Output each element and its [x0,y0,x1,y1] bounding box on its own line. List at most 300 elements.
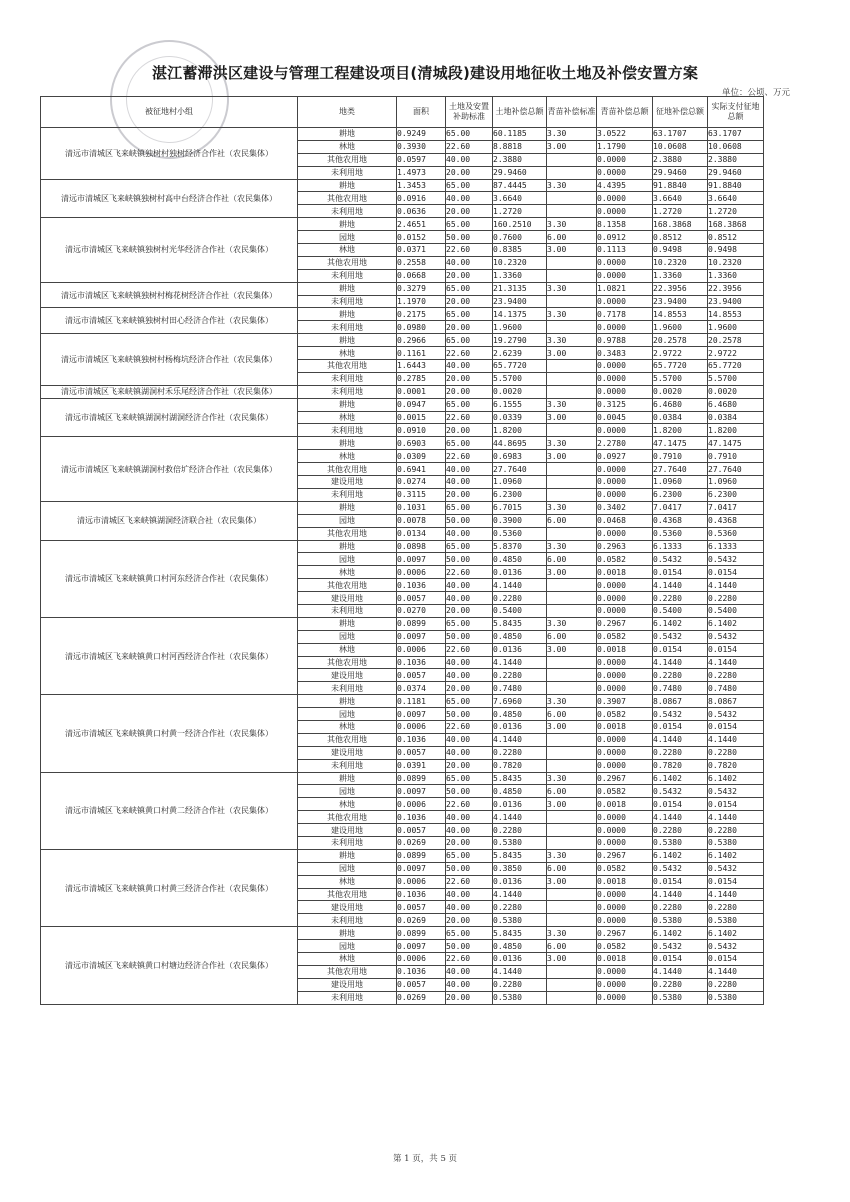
cell-land-type: 林地 [298,875,397,888]
cell-land-type: 林地 [298,140,397,153]
cell-crop-comp: 0.2963 [597,540,653,553]
cell-land-type: 未利用地 [298,759,397,772]
cell-area: 0.0097 [397,785,446,798]
cell-land-type: 园地 [298,940,397,953]
cell-total-comp: 4.1440 [653,811,708,824]
cell-total-comp: 7.0417 [653,501,708,514]
cell-crop-standard: 6.00 [547,630,597,643]
cell-actual-paid: 4.1440 [708,579,764,592]
cell-total-comp: 0.5360 [653,527,708,540]
cell-crop-standard [547,476,597,489]
cell-land-type: 建设用地 [298,824,397,837]
cell-crop-comp: 0.0000 [597,527,653,540]
cell-actual-paid: 6.1333 [708,540,764,553]
cell-standard: 22.60 [446,347,493,360]
header-total-comp: 征地补偿总额 [653,97,708,128]
cell-crop-comp: 0.0000 [597,759,653,772]
cell-total-comp: 1.2720 [653,205,708,218]
cell-standard: 65.00 [446,540,493,553]
cell-land-comp: 5.8435 [493,772,547,785]
cell-standard: 20.00 [446,488,493,501]
cell-land-comp: 2.3880 [493,153,547,166]
cell-crop-standard: 3.30 [547,218,597,231]
cell-total-comp: 0.5432 [653,708,708,721]
cell-total-comp: 0.5432 [653,940,708,953]
cell-crop-comp: 0.0000 [597,579,653,592]
table-row [41,128,764,141]
cell-standard: 22.60 [446,244,493,257]
cell-area: 0.0597 [397,153,446,166]
cell-crop-comp: 0.2967 [597,849,653,862]
cell-standard: 40.00 [446,463,493,476]
cell-area: 0.0006 [397,875,446,888]
cell-crop-standard: 3.00 [547,411,597,424]
cell-land-type: 其他农用地 [298,579,397,592]
cell-land-comp: 0.4850 [493,553,547,566]
cell-crop-standard: 3.30 [547,334,597,347]
cell-crop-standard: 3.30 [547,308,597,321]
header-actual-paid: 实际支付征地总额 [708,97,764,128]
cell-crop-standard [547,733,597,746]
cell-crop-comp: 0.0582 [597,708,653,721]
cell-standard: 20.00 [446,385,493,398]
cell-total-comp: 6.1402 [653,617,708,630]
cell-actual-paid: 0.2280 [708,901,764,914]
cell-land-type: 园地 [298,514,397,527]
cell-total-comp: 0.4368 [653,514,708,527]
cell-crop-comp: 0.0000 [597,256,653,269]
cell-standard: 20.00 [446,269,493,282]
cell-crop-comp: 0.0018 [597,643,653,656]
cell-actual-paid: 0.7480 [708,682,764,695]
cell-land-type: 未利用地 [298,488,397,501]
cell-area: 0.0057 [397,669,446,682]
cell-crop-comp: 0.0582 [597,785,653,798]
cell-crop-standard [547,527,597,540]
cell-crop-comp: 0.0000 [597,914,653,927]
cell-area: 0.0274 [397,476,446,489]
table-row [41,218,764,231]
table-row [41,501,764,514]
cell-total-comp: 4.1440 [653,965,708,978]
cell-area: 0.3930 [397,140,446,153]
cell-crop-standard: 3.00 [547,347,597,360]
cell-crop-standard: 3.30 [547,398,597,411]
cell-land-type: 耕地 [298,927,397,940]
cell-land-type: 耕地 [298,501,397,514]
cell-standard: 20.00 [446,372,493,385]
cell-land-type: 未利用地 [298,205,397,218]
village-group-name: 清远市清城区飞来峡镇黄口村河西经济合作社（农民集体） [41,617,298,694]
cell-land-comp: 0.0136 [493,875,547,888]
cell-land-comp: 10.2320 [493,256,547,269]
cell-area: 0.0899 [397,772,446,785]
cell-crop-comp: 0.2967 [597,772,653,785]
cell-land-type: 未利用地 [298,836,397,849]
cell-land-type: 其他农用地 [298,656,397,669]
cell-land-comp: 0.5380 [493,836,547,849]
cell-area: 0.1036 [397,656,446,669]
cell-actual-paid: 0.5380 [708,836,764,849]
cell-land-type: 其他农用地 [298,965,397,978]
cell-land-type: 园地 [298,231,397,244]
cell-total-comp: 1.3360 [653,269,708,282]
cell-total-comp: 0.2280 [653,592,708,605]
cell-area: 1.4973 [397,166,446,179]
cell-area: 0.2966 [397,334,446,347]
village-group-name: 清远市清城区飞来峡镇独树村高中台经济合作社（农民集体） [41,179,298,218]
cell-actual-paid: 0.2280 [708,978,764,991]
cell-crop-standard [547,746,597,759]
cell-crop-standard: 3.00 [547,566,597,579]
cell-crop-standard [547,901,597,914]
table-row [41,540,764,553]
cell-area: 0.1181 [397,695,446,708]
cell-total-comp: 6.1402 [653,927,708,940]
cell-land-type: 未利用地 [298,295,397,308]
cell-land-comp: 0.0136 [493,720,547,733]
cell-total-comp: 4.1440 [653,733,708,746]
cell-land-comp: 0.2280 [493,669,547,682]
cell-land-comp: 0.2280 [493,824,547,837]
cell-land-type: 其他农用地 [298,733,397,746]
cell-total-comp: 4.1440 [653,579,708,592]
cell-standard: 40.00 [446,360,493,373]
cell-crop-standard: 3.00 [547,720,597,733]
cell-crop-comp: 0.0018 [597,875,653,888]
cell-total-comp: 0.0154 [653,720,708,733]
cell-area: 0.0097 [397,708,446,721]
cell-total-comp: 6.1333 [653,540,708,553]
cell-crop-standard [547,991,597,1004]
cell-actual-paid: 0.5360 [708,527,764,540]
cell-area: 0.0910 [397,424,446,437]
cell-land-type: 耕地 [298,218,397,231]
cell-land-comp: 160.2510 [493,218,547,231]
cell-land-type: 耕地 [298,128,397,141]
cell-standard: 40.00 [446,901,493,914]
cell-area: 0.9249 [397,128,446,141]
cell-standard: 65.00 [446,218,493,231]
cell-crop-comp: 0.0000 [597,824,653,837]
cell-total-comp: 0.5380 [653,836,708,849]
cell-land-comp: 87.4445 [493,179,547,192]
cell-crop-comp: 0.0045 [597,411,653,424]
cell-standard: 20.00 [446,836,493,849]
cell-area: 0.1036 [397,579,446,592]
cell-actual-paid: 0.9498 [708,244,764,257]
cell-crop-comp: 0.0000 [597,978,653,991]
cell-land-comp: 0.2280 [493,978,547,991]
cell-area: 0.0374 [397,682,446,695]
cell-land-type: 林地 [298,720,397,733]
cell-crop-comp: 0.0000 [597,746,653,759]
cell-area: 0.3279 [397,282,446,295]
cell-land-type: 其他农用地 [298,256,397,269]
cell-area: 0.0097 [397,940,446,953]
cell-standard: 20.00 [446,604,493,617]
cell-land-type: 未利用地 [298,385,397,398]
cell-crop-standard [547,166,597,179]
cell-total-comp: 0.8512 [653,231,708,244]
cell-land-comp: 65.7720 [493,360,547,373]
cell-crop-comp: 0.0000 [597,888,653,901]
cell-crop-standard: 3.00 [547,140,597,153]
cell-land-comp: 1.3360 [493,269,547,282]
cell-land-type: 耕地 [298,617,397,630]
cell-crop-standard: 3.00 [547,244,597,257]
cell-land-comp: 60.1185 [493,128,547,141]
cell-standard: 50.00 [446,231,493,244]
cell-crop-standard [547,372,597,385]
table-row [41,282,764,295]
cell-land-comp: 0.7600 [493,231,547,244]
cell-crop-comp: 0.0018 [597,566,653,579]
cell-land-type: 未利用地 [298,604,397,617]
cell-crop-comp: 0.0000 [597,991,653,1004]
table-row [41,849,764,862]
cell-land-type: 园地 [298,630,397,643]
cell-actual-paid: 0.5400 [708,604,764,617]
cell-actual-paid: 0.7910 [708,450,764,463]
cell-land-type: 未利用地 [298,269,397,282]
cell-land-comp: 8.8818 [493,140,547,153]
cell-standard: 40.00 [446,656,493,669]
cell-land-type: 林地 [298,244,397,257]
cell-standard: 50.00 [446,553,493,566]
cell-land-type: 其他农用地 [298,527,397,540]
cell-standard: 22.60 [446,720,493,733]
cell-total-comp: 0.5432 [653,553,708,566]
cell-actual-paid: 0.5380 [708,914,764,927]
cell-actual-paid: 23.9400 [708,295,764,308]
cell-crop-standard [547,269,597,282]
cell-total-comp: 47.1475 [653,437,708,450]
cell-standard: 65.00 [446,179,493,192]
cell-area: 0.0057 [397,746,446,759]
cell-standard: 50.00 [446,514,493,527]
cell-land-comp: 0.4850 [493,940,547,953]
cell-crop-standard: 3.30 [547,179,597,192]
cell-land-comp: 0.2280 [493,592,547,605]
cell-area: 0.0899 [397,927,446,940]
village-group-name: 清远市清城区飞来峡镇湖洞经济联合社（农民集体） [41,501,298,540]
cell-crop-comp: 3.0522 [597,128,653,141]
cell-actual-paid: 8.0867 [708,695,764,708]
cell-crop-comp: 0.0000 [597,463,653,476]
cell-total-comp: 27.7640 [653,463,708,476]
cell-crop-standard [547,256,597,269]
cell-standard: 20.00 [446,205,493,218]
cell-crop-standard: 6.00 [547,231,597,244]
cell-land-type: 耕地 [298,695,397,708]
cell-crop-standard: 3.00 [547,798,597,811]
cell-standard: 22.60 [446,643,493,656]
table-row [41,398,764,411]
cell-crop-comp: 0.2967 [597,927,653,940]
cell-actual-paid: 0.5380 [708,991,764,1004]
cell-actual-paid: 4.1440 [708,733,764,746]
cell-crop-standard: 3.30 [547,282,597,295]
unit-note: 单位：公顷、万元 [721,88,790,98]
cell-standard: 40.00 [446,811,493,824]
cell-land-type: 未利用地 [298,682,397,695]
cell-crop-comp: 0.0000 [597,604,653,617]
cell-actual-paid: 1.3360 [708,269,764,282]
cell-total-comp: 0.0154 [653,875,708,888]
cell-crop-comp: 0.3907 [597,695,653,708]
cell-land-type: 未利用地 [298,991,397,1004]
cell-land-type: 建设用地 [298,901,397,914]
cell-land-comp: 5.8435 [493,849,547,862]
cell-crop-standard [547,824,597,837]
cell-crop-comp: 0.0018 [597,953,653,966]
cell-area: 0.1031 [397,501,446,514]
cell-standard: 20.00 [446,166,493,179]
cell-standard: 20.00 [446,295,493,308]
cell-total-comp: 0.0020 [653,385,708,398]
cell-land-type: 建设用地 [298,669,397,682]
cell-crop-comp: 0.0000 [597,656,653,669]
cell-area: 1.3453 [397,179,446,192]
cell-area: 0.0015 [397,411,446,424]
cell-land-type: 耕地 [298,849,397,862]
cell-total-comp: 1.0960 [653,476,708,489]
cell-standard: 65.00 [446,398,493,411]
cell-actual-paid: 0.2280 [708,592,764,605]
cell-standard: 40.00 [446,733,493,746]
cell-actual-paid: 0.0154 [708,643,764,656]
cell-crop-standard: 6.00 [547,785,597,798]
cell-land-type: 园地 [298,785,397,798]
cell-crop-comp: 0.0000 [597,166,653,179]
cell-actual-paid: 0.7820 [708,759,764,772]
village-group-name: 清远市清城区飞来峡镇独树村光华经济合作社（农民集体） [41,218,298,282]
cell-actual-paid: 0.2280 [708,824,764,837]
cell-land-comp: 1.8200 [493,424,547,437]
cell-actual-paid: 4.1440 [708,811,764,824]
cell-crop-comp: 0.0000 [597,295,653,308]
cell-actual-paid: 6.4680 [708,398,764,411]
cell-area: 0.0057 [397,824,446,837]
cell-crop-standard [547,424,597,437]
cell-land-type: 林地 [298,953,397,966]
cell-crop-comp: 0.0468 [597,514,653,527]
cell-standard: 50.00 [446,708,493,721]
cell-land-comp: 0.4850 [493,785,547,798]
cell-actual-paid: 0.8512 [708,231,764,244]
cell-standard: 20.00 [446,991,493,1004]
cell-total-comp: 0.5380 [653,914,708,927]
cell-standard: 65.00 [446,772,493,785]
cell-standard: 65.00 [446,501,493,514]
village-group-name: 清远市清城区飞来峡镇独树村杨梅坑经济合作社（农民集体） [41,334,298,386]
cell-crop-comp: 0.3483 [597,347,653,360]
cell-actual-paid: 0.0020 [708,385,764,398]
cell-actual-paid: 29.9460 [708,166,764,179]
cell-crop-comp: 0.0000 [597,192,653,205]
cell-total-comp: 0.0154 [653,566,708,579]
cell-standard: 20.00 [446,759,493,772]
cell-crop-standard: 3.30 [547,501,597,514]
cell-standard: 50.00 [446,785,493,798]
cell-crop-comp: 1.1790 [597,140,653,153]
cell-total-comp: 0.5380 [653,991,708,1004]
cell-total-comp: 2.3880 [653,153,708,166]
cell-standard: 65.00 [446,128,493,141]
cell-actual-paid: 91.8840 [708,179,764,192]
cell-total-comp: 0.5432 [653,785,708,798]
cell-land-comp: 5.8435 [493,927,547,940]
cell-crop-comp: 0.0000 [597,488,653,501]
cell-land-type: 其他农用地 [298,463,397,476]
cell-area: 0.0270 [397,604,446,617]
cell-crop-standard: 3.30 [547,849,597,862]
cell-actual-paid: 7.0417 [708,501,764,514]
cell-area: 0.0057 [397,592,446,605]
cell-land-comp: 23.9400 [493,295,547,308]
cell-actual-paid: 22.3956 [708,282,764,295]
cell-standard: 22.60 [446,566,493,579]
cell-area: 0.0636 [397,205,446,218]
cell-crop-comp: 0.0000 [597,476,653,489]
cell-land-type: 建设用地 [298,978,397,991]
cell-actual-paid: 6.2300 [708,488,764,501]
cell-area: 0.0097 [397,630,446,643]
cell-land-comp: 21.3135 [493,282,547,295]
village-group-name: 清远市清城区飞来峡镇黄口村黄一经济合作社（农民集体） [41,695,298,772]
cell-standard: 40.00 [446,978,493,991]
cell-crop-standard [547,153,597,166]
cell-land-type: 园地 [298,862,397,875]
cell-crop-comp: 0.0000 [597,592,653,605]
cell-crop-comp: 1.0821 [597,282,653,295]
cell-land-type: 未利用地 [298,166,397,179]
cell-land-type: 林地 [298,347,397,360]
cell-total-comp: 0.0154 [653,798,708,811]
cell-standard: 50.00 [446,862,493,875]
cell-crop-standard: 3.00 [547,875,597,888]
cell-area: 0.2785 [397,372,446,385]
cell-actual-paid: 1.9600 [708,321,764,334]
cell-land-type: 其他农用地 [298,153,397,166]
cell-total-comp: 6.4680 [653,398,708,411]
cell-total-comp: 1.8200 [653,424,708,437]
cell-crop-standard [547,759,597,772]
cell-land-type: 林地 [298,411,397,424]
table-row [41,772,764,785]
cell-area: 0.0057 [397,978,446,991]
cell-land-type: 林地 [298,643,397,656]
cell-land-comp: 4.1440 [493,733,547,746]
cell-area: 1.1970 [397,295,446,308]
cell-actual-paid: 1.8200 [708,424,764,437]
cell-crop-comp: 0.0582 [597,553,653,566]
cell-land-type: 耕地 [298,398,397,411]
cell-total-comp: 0.7910 [653,450,708,463]
cell-standard: 20.00 [446,914,493,927]
cell-land-type: 其他农用地 [298,360,397,373]
cell-actual-paid: 63.1707 [708,128,764,141]
cell-area: 0.2558 [397,256,446,269]
cell-standard: 22.60 [446,798,493,811]
cell-land-type: 园地 [298,553,397,566]
cell-actual-paid: 0.0154 [708,720,764,733]
cell-total-comp: 0.2280 [653,978,708,991]
cell-crop-standard [547,888,597,901]
cell-actual-paid: 0.2280 [708,669,764,682]
cell-area: 0.1036 [397,888,446,901]
